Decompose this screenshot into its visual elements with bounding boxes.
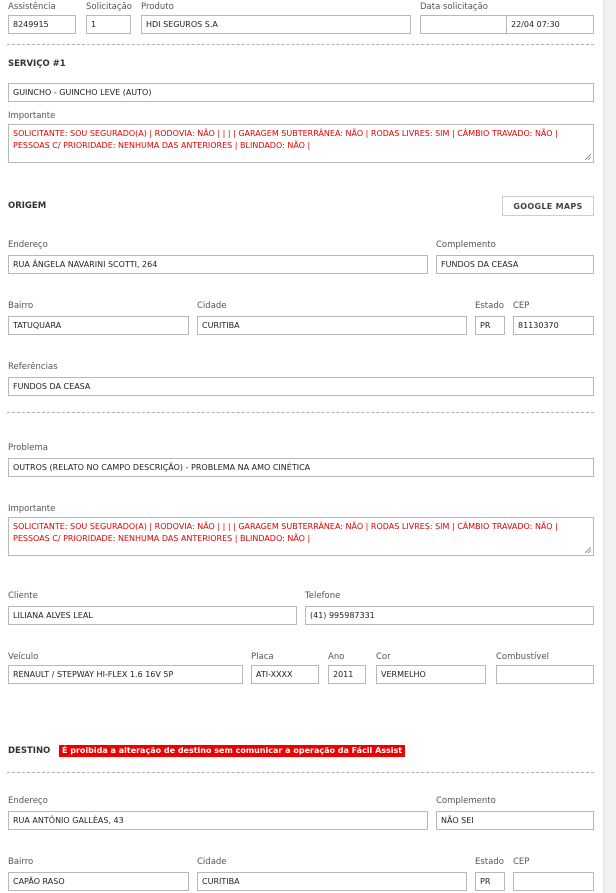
origem-endereco-field[interactable]: RUA ÂNGELA NAVARINI SCOTTI, 264	[8, 255, 428, 274]
servico-importante-label: Importante	[8, 111, 56, 121]
destino-cep-field[interactable]	[513, 872, 594, 891]
origem-bairro-label: Bairro	[8, 301, 34, 311]
problema-importante-text: SOLICITANTE: SOU SEGURADO(A) | RODOVIA: NÃO | | | | GARAGEM SUBTERRÂNEA: NÃO | RODAS LIVRES: SIM | CÂMBIO TRAVADO: NÃO | PESSOAS C/ PRIORIDADE: NENHUMA DAS ANTERIORES | BLINDADO: NÃO |	[13, 522, 558, 543]
origem-referencias-label: Referências	[8, 362, 58, 372]
ano-field[interactable]: 2011	[328, 665, 366, 684]
data-solicitacao-time-field[interactable]: 22/04 07:30	[506, 15, 594, 34]
origem-bairro-field[interactable]: TATUQUARA	[8, 316, 189, 335]
origem-endereco-label: Endereço	[8, 240, 48, 250]
divider	[7, 772, 594, 773]
destino-endereco-label: Endereço	[8, 796, 48, 806]
origem-cep-label: CEP	[513, 301, 530, 311]
produto-field[interactable]: HDI SEGUROS S.A	[141, 15, 411, 34]
origem-title: ORIGEM	[8, 201, 47, 211]
telefone-label: Telefone	[305, 591, 341, 601]
solicitacao-label: Solicitação	[86, 2, 132, 12]
origem-cidade-label: Cidade	[197, 301, 227, 311]
destino-cidade-field[interactable]: CURITIBA	[197, 872, 467, 891]
assistencia-field[interactable]: 8249915	[8, 15, 76, 34]
produto-label: Produto	[141, 2, 174, 12]
cor-label: Cor	[376, 652, 391, 662]
telefone-field[interactable]: (41) 995987331	[305, 606, 594, 625]
destino-bairro-label: Bairro	[8, 857, 34, 867]
solicitacao-field[interactable]: 1	[86, 15, 131, 34]
destino-estado-label: Estado	[475, 857, 504, 867]
servico-importante-text: SOLICITANTE: SOU SEGURADO(A) | RODOVIA: NÃO | | | | GARAGEM SUBTERRÂNEA: NÃO | RODAS LIVRES: SIM | CÂMBIO TRAVADO: NÃO | PESSOAS C/ PRIORIDADE: NENHUMA DAS ANTERIORES | BLINDADO: NÃO |	[13, 129, 558, 150]
destino-complemento-label: Complemento	[436, 796, 496, 806]
origem-cep-field[interactable]: 81130370	[513, 316, 594, 335]
origem-complemento-label: Complemento	[436, 240, 496, 250]
origem-estado-label: Estado	[475, 301, 504, 311]
placa-field[interactable]: ATI-XXXX	[251, 665, 319, 684]
destino-bairro-field[interactable]: CAPÃO RASO	[8, 872, 189, 891]
destino-title: DESTINO	[8, 746, 51, 756]
origem-estado-field[interactable]: PR	[475, 316, 505, 335]
divider	[7, 412, 594, 413]
combustivel-field[interactable]	[496, 665, 594, 684]
servico-tipo-field[interactable]: GUINCHO - GUINCHO LEVE (AUTO)	[8, 83, 594, 102]
google-maps-button[interactable]: GOOGLE MAPS	[502, 196, 594, 216]
destino-estado-field[interactable]: PR	[475, 872, 505, 891]
ano-label: Ano	[328, 652, 345, 662]
origem-cidade-field[interactable]: CURITIBA	[197, 316, 467, 335]
problema-field[interactable]: OUTROS (RELATO NO CAMPO DESCRIÇÃO) - PROBLEMA NA AMO CINÉTICA	[8, 458, 594, 477]
servico-importante-textarea[interactable]	[8, 124, 594, 163]
cliente-label: Cliente	[8, 591, 38, 601]
problema-importante-label: Importante	[8, 504, 56, 514]
placa-label: Placa	[251, 652, 274, 662]
assistencia-label: Assistência	[8, 2, 56, 12]
veiculo-label: Veículo	[8, 652, 39, 662]
resize-grip-icon[interactable]	[585, 154, 591, 160]
data-solicitacao-label: Data solicitação	[420, 2, 489, 12]
destino-warning-badge: É proibida a alteração de destino sem comunicar a operação da Fácil Assist	[59, 745, 405, 757]
destino-complemento-field[interactable]: NÃO SEI	[436, 811, 594, 830]
problema-label: Problema	[8, 443, 48, 453]
veiculo-field[interactable]: RENAULT / STEPWAY HI-FLEX 1.6 16V 5P	[8, 665, 243, 684]
destino-cidade-label: Cidade	[197, 857, 227, 867]
data-solicitacao-date-field[interactable]	[420, 15, 507, 34]
servico-title: SERVIÇO #1	[8, 59, 66, 69]
resize-grip-icon[interactable]	[585, 547, 591, 553]
cor-field[interactable]: VERMELHO	[376, 665, 486, 684]
problema-importante-textarea[interactable]	[8, 517, 594, 556]
divider	[7, 44, 594, 45]
origem-referencias-field[interactable]: FUNDOS DA CEASA	[8, 377, 594, 396]
destino-cep-label: CEP	[513, 857, 530, 867]
origem-complemento-field[interactable]: FUNDOS DA CEASA	[436, 255, 594, 274]
combustivel-label: Combustível	[496, 652, 549, 662]
destino-endereco-field[interactable]: RUA ANTÔNIO GALLÉAS, 43	[8, 811, 428, 830]
cliente-field[interactable]: LILIANA ALVES LEAL	[8, 606, 297, 625]
vertical-scrollbar[interactable]	[603, 0, 616, 893]
